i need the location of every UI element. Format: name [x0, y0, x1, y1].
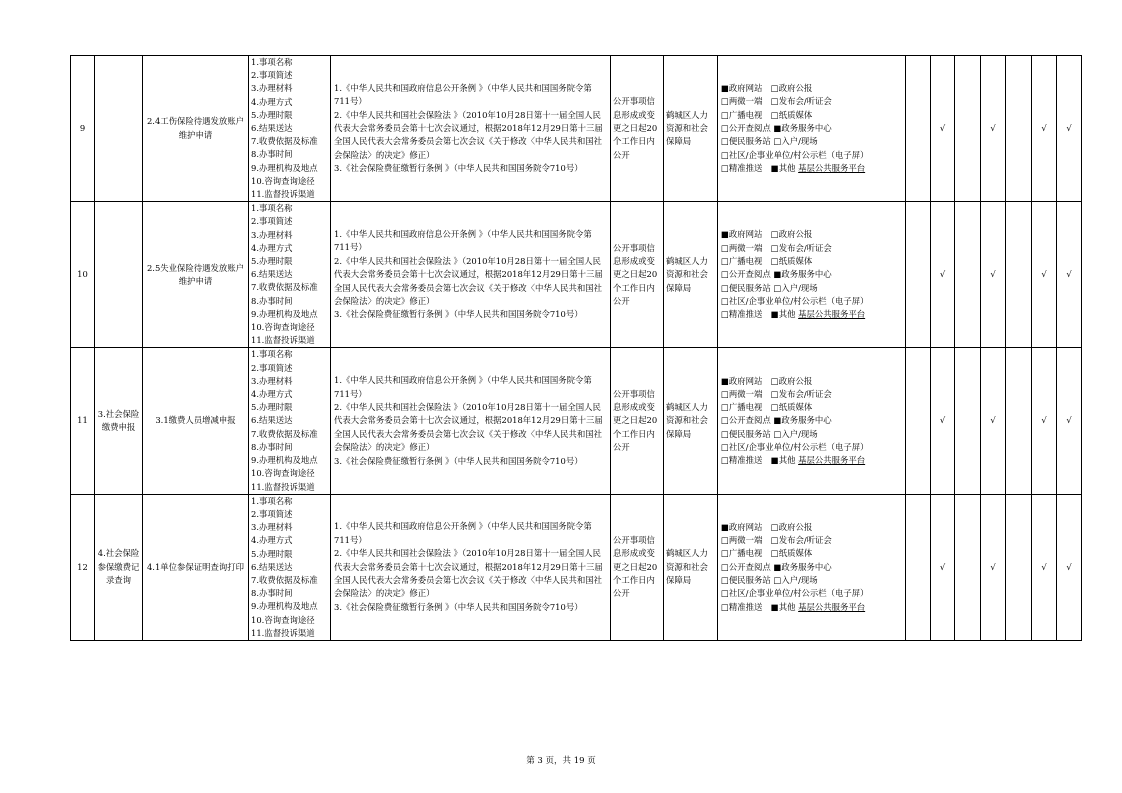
element-line: 2.事项简述 [251, 216, 293, 227]
check-cell [1006, 348, 1032, 494]
element-line: 1.事项名称 [251, 57, 293, 67]
check-cell [906, 202, 931, 348]
element-line: 10.咨询查询途径 [251, 468, 315, 479]
channel-text: □精准推送 ■其他 [721, 601, 796, 612]
check-cell: √ [931, 348, 955, 494]
check-cell [906, 494, 931, 640]
row-number: 10 [71, 202, 95, 348]
channel-text: □精准推送 ■其他 [721, 455, 796, 466]
channel-line: □社区/企事业单位/村公示栏（电子屏） [721, 588, 869, 599]
category-cell: 4.社会保险参保缴费记录查询 [95, 494, 143, 640]
table-body [71, 56, 1082, 641]
check-cell [1006, 494, 1032, 640]
channel-line [721, 308, 905, 321]
element-line: 5.办理时限 [251, 109, 293, 120]
element-line: 5.办理时限 [251, 548, 293, 559]
time-limit-cell: 公开事项信息形成或变更之日起20个工作日内公开 [611, 494, 664, 640]
element-line: 1.事项名称 [251, 495, 293, 506]
element-line: 11.监督投诉渠道 [251, 481, 315, 492]
check-cell: √ [1032, 348, 1057, 494]
channel-other-text: 基层公共服务平台 [798, 455, 866, 466]
subject-cell: 鹤城区人力资源和社会保障局 [664, 348, 718, 494]
check-cell [906, 56, 931, 202]
basis-line: 1.《中华人民共和国政府信息公开条例 》（中华人民共和国国务院令第711号） [334, 375, 592, 399]
check-cell: √ [1032, 56, 1057, 202]
check-cell: √ [931, 202, 955, 348]
element-line: 8.办事时间 [251, 588, 293, 599]
row-number: 12 [71, 494, 95, 640]
channel-line: □两微一端 □发布会/听证会 [721, 242, 832, 253]
basis-line: 1.《中华人民共和国政府信息公开条例 》（中华人民共和国国务院令第711号） [334, 521, 592, 545]
time-limit-cell: 公开事项信息形成或变更之日起20个工作日内公开 [611, 348, 664, 494]
check-cell [955, 348, 981, 494]
channel-line: □公开查阅点 ■政务服务中心 [721, 415, 832, 426]
row-number: 9 [71, 56, 95, 202]
channel-line: ■政府网站 □政府公报 [721, 83, 813, 94]
element-line: 2.事项简述 [251, 508, 293, 519]
element-line: 3.办理材料 [251, 229, 293, 240]
element-line: 3.办理材料 [251, 375, 293, 386]
check-cell [955, 202, 981, 348]
element-line: 6.结果送达 [251, 561, 293, 572]
subject-cell: 鹤城区人力资源和社会保障局 [664, 494, 718, 640]
check-cell: √ [1032, 202, 1057, 348]
check-cell: √ [981, 56, 1006, 202]
element-line: 10.咨询查询途径 [251, 322, 315, 333]
elements-cell [249, 348, 331, 494]
basis-line: 3.《社会保险费征缴暂行条例 》（中华人民共和国国务院令710号） [334, 163, 583, 174]
element-line: 2.事项简述 [251, 70, 293, 81]
channel-line: □公开查阅点 ■政务服务中心 [721, 269, 832, 280]
basis-cell [331, 202, 611, 348]
row-number: 11 [71, 348, 95, 494]
channel-line: □公开查阅点 ■政务服务中心 [721, 561, 832, 572]
check-cell [1006, 56, 1032, 202]
channels-cell [718, 202, 906, 348]
subject-cell: 鹤城区人力资源和社会保障局 [664, 202, 718, 348]
channel-text: □精准推送 ■其他 [721, 309, 796, 320]
channel-other-text: 基层公共服务平台 [798, 309, 866, 320]
basis-cell [331, 494, 611, 640]
element-line: 10.咨询查询途径 [251, 614, 315, 625]
channel-line: □便民服务站 □入户/现场 [721, 282, 818, 293]
check-cell: √ [1057, 494, 1082, 640]
basis-line: 2.《中华人民共和国社会保险法 》（2010年10月28日第十一届全国人民代表大会常务委员会第十七次会议通过，根据2018年12月29日第十三届全国人民代表大会常务委员会第七次会议《关于修改〈中华人民共和国社会保险法〉的决定》修正） [334, 255, 603, 306]
table-row [71, 202, 1082, 348]
channel-line [721, 601, 905, 614]
subitem-cell: 3.1缴费人员增减申报 [143, 348, 249, 494]
category-cell: 3.社会保险缴费申报 [95, 348, 143, 494]
category-cell [95, 56, 143, 202]
basis-line: 3.《社会保险费征缴暂行条例 》（中华人民共和国国务院令710号） [334, 309, 583, 320]
channel-line: □两微一端 □发布会/听证会 [721, 388, 832, 399]
channel-line: □便民服务站 □入户/现场 [721, 428, 818, 439]
category-cell [95, 202, 143, 348]
channel-line: □便民服务站 □入户/现场 [721, 574, 818, 585]
check-cell: √ [931, 56, 955, 202]
subitem-cell: 2.4工伤保险待遇发放账户维护申请 [143, 56, 249, 202]
element-line: 11.监督投诉渠道 [251, 335, 315, 346]
elements-cell [249, 494, 331, 640]
element-line: 7.收费依据及标准 [251, 428, 318, 439]
channels-cell [718, 56, 906, 202]
element-line: 2.事项简述 [251, 362, 293, 373]
element-line: 3.办理材料 [251, 522, 293, 533]
check-cell: √ [1057, 56, 1082, 202]
basis-line: 3.《社会保险费征缴暂行条例 》（中华人民共和国国务院令710号） [334, 601, 583, 612]
table-row [71, 348, 1082, 494]
element-line: 11.监督投诉渠道 [251, 189, 315, 200]
check-cell: √ [1057, 202, 1082, 348]
basis-line: 3.《社会保险费征缴暂行条例 》（中华人民共和国国务院令710号） [334, 455, 583, 466]
basis-cell [331, 348, 611, 494]
check-cell: √ [981, 202, 1006, 348]
element-line: 1.事项名称 [251, 349, 293, 360]
element-line: 8.办事时间 [251, 295, 293, 306]
channel-line: □公开查阅点 ■政务服务中心 [721, 122, 832, 133]
element-line: 9.办理机构及地点 [251, 162, 318, 173]
element-line: 9.办理机构及地点 [251, 601, 318, 612]
subitem-cell: 4.1单位参保证明查询打印 [143, 494, 249, 640]
channel-line: □广播电视 □纸质媒体 [721, 255, 813, 266]
element-line: 7.收费依据及标准 [251, 282, 318, 293]
element-line: 9.办理机构及地点 [251, 308, 318, 319]
elements-cell [249, 202, 331, 348]
element-line: 7.收费依据及标准 [251, 574, 318, 585]
element-line: 4.办理方式 [251, 535, 293, 546]
elements-cell [249, 56, 331, 202]
channel-line: ■政府网站 □政府公报 [721, 521, 813, 532]
element-line: 4.办理方式 [251, 389, 293, 400]
element-line: 6.结果送达 [251, 415, 293, 426]
check-cell [955, 494, 981, 640]
subject-cell: 鹤城区人力资源和社会保障局 [664, 56, 718, 202]
check-cell [1006, 202, 1032, 348]
check-cell: √ [981, 348, 1006, 494]
channel-line: □两微一端 □发布会/听证会 [721, 535, 832, 546]
channel-line: ■政府网站 □政府公报 [721, 229, 813, 240]
channel-line: □社区/企事业单位/村公示栏（电子屏） [721, 442, 869, 453]
basis-line: 2.《中华人民共和国社会保险法 》（2010年10月28日第十一届全国人民代表大会常务委员会第十七次会议通过，根据2018年12月29日第十三届全国人民代表大会常务委员会第七次会议《关于修改〈中华人民共和国社会保险法〉的决定》修正） [334, 401, 603, 453]
channel-line: □广播电视 □纸质媒体 [721, 402, 813, 413]
time-limit-cell: 公开事项信息形成或变更之日起20个工作日内公开 [611, 56, 664, 202]
element-line: 5.办理时限 [251, 256, 293, 267]
time-limit-cell: 公开事项信息形成或变更之日起20个工作日内公开 [611, 202, 664, 348]
table-row [71, 56, 1082, 202]
basis-cell [331, 56, 611, 202]
channel-line: □社区/企事业单位/村公示栏（电子屏） [721, 149, 869, 160]
channel-line: □社区/企事业单位/村公示栏（电子屏） [721, 295, 869, 306]
element-line: 9.办理机构及地点 [251, 455, 318, 466]
channel-line: □广播电视 □纸质媒体 [721, 109, 813, 120]
channel-line [721, 162, 905, 175]
element-line: 6.结果送达 [251, 269, 293, 280]
check-cell [955, 56, 981, 202]
element-line: 8.办事时间 [251, 441, 293, 452]
element-line: 10.咨询查询途径 [251, 175, 315, 186]
element-line: 7.收费依据及标准 [251, 136, 318, 147]
channel-text: □精准推送 ■其他 [721, 162, 796, 173]
basis-line: 2.《中华人民共和国社会保险法 》（2010年10月28日第十一届全国人民代表大会常务委员会第十七次会议通过，根据2018年12月29日第十三届全国人民代表大会常务委员会第七次会议《关于修改〈中华人民共和国社会保险法〉的决定》修正） [334, 548, 603, 599]
check-cell: √ [981, 494, 1006, 640]
page-footer: 第 3 页，共 19 页 [526, 756, 596, 766]
disclosure-table [70, 55, 1082, 641]
channel-other-text: 基层公共服务平台 [798, 162, 866, 173]
element-line: 5.办理时限 [251, 402, 293, 413]
channel-line: □广播电视 □纸质媒体 [721, 548, 813, 559]
channel-line [721, 454, 905, 467]
check-cell: √ [1032, 494, 1057, 640]
channels-cell [718, 494, 906, 640]
channel-line: □便民服务站 □入户/现场 [721, 136, 818, 147]
element-line: 3.办理材料 [251, 83, 293, 94]
element-line: 4.办理方式 [251, 242, 293, 253]
channel-line: ■政府网站 □政府公报 [721, 375, 813, 386]
check-cell [906, 348, 931, 494]
element-line: 8.办事时间 [251, 149, 293, 160]
channel-other-text: 基层公共服务平台 [798, 601, 866, 612]
check-cell: √ [931, 494, 955, 640]
channels-cell [718, 348, 906, 494]
table-row [71, 494, 1082, 640]
element-line: 4.办理方式 [251, 96, 293, 107]
basis-line: 1.《中华人民共和国政府信息公开条例 》（中华人民共和国国务院令第711号） [334, 228, 592, 253]
element-line: 6.结果送达 [251, 123, 293, 134]
element-line: 1.事项名称 [251, 203, 293, 214]
channel-line: □两微一端 □发布会/听证会 [721, 96, 832, 107]
basis-line: 2.《中华人民共和国社会保险法 》（2010年10月28日第十一届全国人民代表大会常务委员会第十七次会议通过，根据2018年12月29日第十三届全国人民代表大会常务委员会第七次会议《关于修改〈中华人民共和国社会保险法〉的决定》修正） [334, 109, 603, 160]
subitem-cell: 2.5失业保险待遇发放账户维护申请 [143, 202, 249, 348]
check-cell: √ [1057, 348, 1082, 494]
element-line: 11.监督投诉渠道 [251, 627, 315, 638]
basis-line: 1.《中华人民共和国政府信息公开条例 》（中华人民共和国国务院令第711号） [334, 82, 592, 107]
